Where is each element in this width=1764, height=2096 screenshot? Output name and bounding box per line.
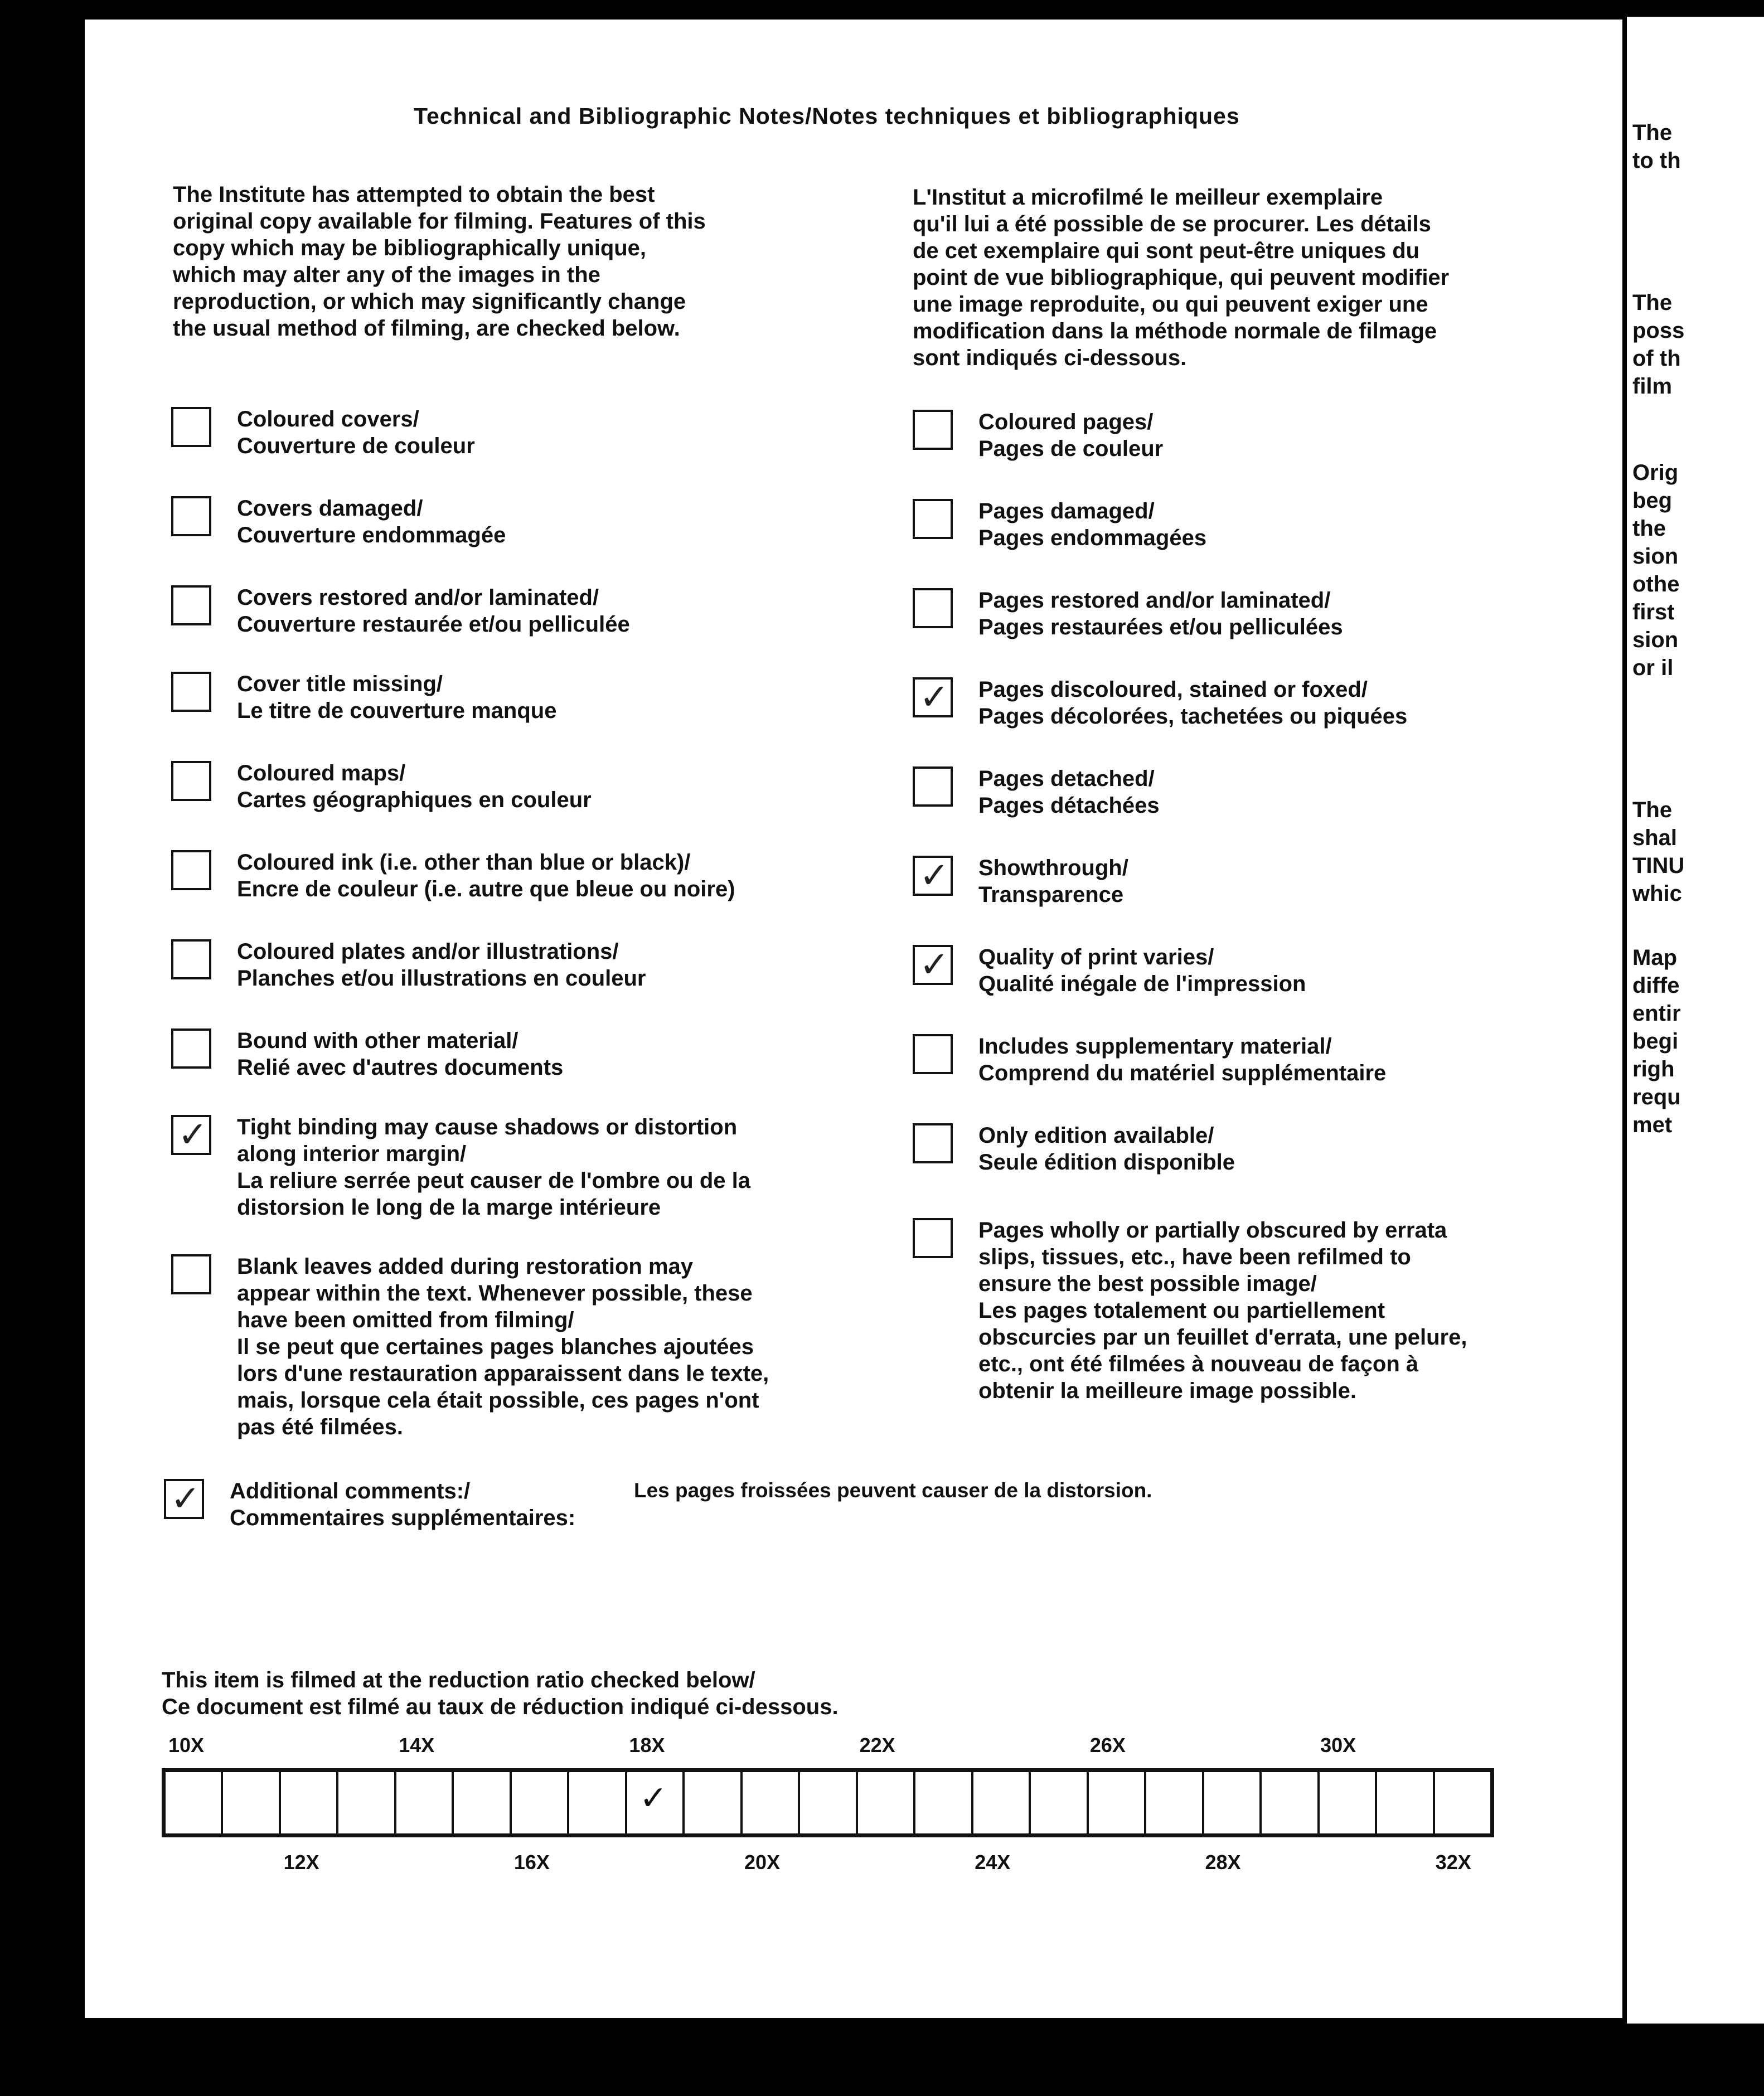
right-checklist-label xyxy=(978,855,1128,908)
adjacent-page-text: beg xyxy=(1632,488,1673,513)
right-checklist-label xyxy=(978,944,1306,997)
intro-en-line: which may alter any of the images in the xyxy=(173,263,600,287)
right-checklist-label xyxy=(978,1122,1235,1176)
checkbox[interactable] xyxy=(164,1479,204,1519)
adjacent-page-text: film xyxy=(1632,374,1673,399)
intro-fr-line: L'Institut a microfilmé le meilleur exemplaire xyxy=(913,185,1383,210)
left-checklist-label-line: pas été filmées. xyxy=(237,1415,403,1439)
right-checklist-label-line: Les pages totalement ou partiellement xyxy=(978,1298,1385,1323)
check-mark-icon: ✓ xyxy=(919,677,949,718)
page-title: Technical and Bibliographic Notes/Notes techniques et bibliographiques xyxy=(414,103,1240,129)
ratio-cell[interactable] xyxy=(800,1772,857,1833)
checkbox[interactable] xyxy=(171,1115,211,1155)
right-checklist-label xyxy=(978,409,1163,462)
left-checklist-label-line: Tight binding may cause shadows or distortion xyxy=(237,1115,738,1139)
checkbox[interactable] xyxy=(913,677,953,717)
intro-french xyxy=(913,184,1449,371)
ratio-tick-label: 10X xyxy=(168,1734,205,1757)
left-checklist-label xyxy=(237,1027,563,1081)
right-checklist-label-line: Coloured pages/ xyxy=(978,410,1154,434)
right-checklist-label-line: Pages discoloured, stained or foxed/ xyxy=(978,677,1368,702)
ratio-cell[interactable] xyxy=(973,1772,1031,1833)
ratio-tick-label: 14X xyxy=(399,1734,435,1757)
ratio-tick-label: 16X xyxy=(513,1851,550,1874)
adjacent-page-text: The xyxy=(1632,120,1673,145)
reduction-ratio-strip xyxy=(162,1768,1494,1837)
ratio-cell[interactable] xyxy=(1435,1772,1490,1833)
ratio-tick-label: 24X xyxy=(975,1851,1011,1874)
right-checklist-label-line: Pages endommagées xyxy=(978,526,1207,550)
intro-english xyxy=(173,181,706,342)
left-checklist-label xyxy=(237,849,735,903)
left-checklist-label-line: Cover title missing/ xyxy=(237,672,443,696)
adjacent-page-text: TINU xyxy=(1632,853,1685,878)
ratio-cell[interactable] xyxy=(454,1772,511,1833)
ratio-cell[interactable] xyxy=(1204,1772,1262,1833)
adjacent-page-text: or il xyxy=(1632,656,1674,680)
left-checklist-label-line: Covers damaged/ xyxy=(237,496,423,521)
right-checklist-label-line: Pages detached/ xyxy=(978,766,1155,791)
right-checklist-label-line: Pages wholly or partially obscured by errata xyxy=(978,1218,1447,1243)
intro-en-line: the usual method of filming, are checked below. xyxy=(173,316,680,341)
check-mark-icon: ✓ xyxy=(171,1478,201,1520)
checkbox[interactable] xyxy=(913,856,953,896)
ratio-tick-label: 26X xyxy=(1089,1734,1126,1757)
checkbox[interactable] xyxy=(171,939,211,979)
intro-fr-line: sont indiqués ci-dessous. xyxy=(913,346,1187,370)
ratio-cell[interactable] xyxy=(743,1772,800,1833)
adjacent-page-text: Map xyxy=(1632,945,1677,970)
left-checklist-label-line: lors d'une restauration apparaissent dans le texte, xyxy=(237,1361,769,1386)
right-checklist-label-line: Pages restored and/or laminated/ xyxy=(978,588,1331,613)
ratio-cell[interactable] xyxy=(396,1772,454,1833)
ratio-cell[interactable] xyxy=(1377,1772,1435,1833)
check-mark-icon: ✓ xyxy=(639,1779,668,1818)
right-checklist-label-line: Pages décolorées, tachetées ou piquées xyxy=(978,704,1408,729)
left-checklist-label-line: along interior margin/ xyxy=(237,1142,467,1166)
adjacent-page-text: requ xyxy=(1632,1085,1681,1109)
additional-comments-line: Additional comments:/ xyxy=(230,1479,471,1503)
left-checklist-label xyxy=(237,760,592,813)
right-checklist-label-line: Qualité inégale de l'impression xyxy=(978,972,1306,996)
right-checklist-label-line: obtenir la meilleure image possible. xyxy=(978,1379,1356,1403)
adjacent-page-text: sion xyxy=(1632,544,1679,569)
left-checklist-label-line: Il se peut que certaines pages blanches ajoutées xyxy=(237,1335,754,1359)
right-checklist-label-line: Showthrough/ xyxy=(978,856,1128,880)
ratio-cell[interactable] xyxy=(512,1772,569,1833)
left-checklist-label-line: Encre de couleur (i.e. autre que bleue ou noire) xyxy=(237,877,735,901)
ratio-cell[interactable] xyxy=(1089,1772,1146,1833)
left-checklist-label-line: Cartes géographiques en couleur xyxy=(237,788,592,812)
ratio-tick-label: 28X xyxy=(1205,1851,1241,1874)
ratio-cell[interactable] xyxy=(1320,1772,1377,1833)
left-checklist-label-line: mais, lorsque cela était possible, ces pages n'ont xyxy=(237,1388,759,1413)
ratio-cell[interactable] xyxy=(915,1772,973,1833)
right-checklist-label-line: obscurcies par un feuillet d'errata, une pelure, xyxy=(978,1325,1467,1350)
checkbox[interactable] xyxy=(913,410,953,450)
left-checklist-label xyxy=(237,1114,750,1221)
checkbox[interactable] xyxy=(171,1254,211,1294)
right-checklist-label xyxy=(978,587,1343,641)
ratio-cell[interactable] xyxy=(685,1772,742,1833)
checkbox[interactable] xyxy=(171,672,211,712)
checkbox[interactable] xyxy=(913,588,953,628)
ratio-tick-label: 32X xyxy=(1435,1851,1471,1874)
left-checklist-label-line: La reliure serrée peut causer de l'ombre ou de la xyxy=(237,1168,750,1193)
left-checklist-label-line: distorsion le long de la marge intérieure xyxy=(237,1195,661,1220)
right-checklist-label-line: Seule édition disponible xyxy=(978,1150,1235,1175)
adjacent-page-text: of th xyxy=(1632,346,1681,371)
left-checklist-label-line: Le titre de couverture manque xyxy=(237,698,557,723)
left-checklist-label-line: Coloured ink (i.e. other than blue or black)/ xyxy=(237,850,691,875)
adjacent-page-text: whic xyxy=(1632,881,1682,906)
left-checklist-label-line: Covers restored and/or laminated/ xyxy=(237,585,599,610)
left-checklist-label-line: Bound with other material/ xyxy=(237,1028,518,1053)
checkbox[interactable] xyxy=(171,1028,211,1069)
reduction-heading-fr: Ce document est filmé au taux de réduction indiqué ci-dessous. xyxy=(162,1695,839,1719)
right-checklist-label-line: Pages détachées xyxy=(978,793,1160,818)
right-checklist-label-line: Includes supplementary material/ xyxy=(978,1034,1332,1059)
adjacent-page-text: entir xyxy=(1632,1001,1681,1026)
intro-en-line: copy which may be bibliographically unique, xyxy=(173,236,647,260)
left-checklist-label-line: Planches et/ou illustrations en couleur xyxy=(237,966,646,991)
checkbox[interactable] xyxy=(913,1123,953,1163)
ratio-cell[interactable] xyxy=(1262,1772,1319,1833)
left-checklist-label-line: Coloured plates and/or illustrations/ xyxy=(237,939,619,964)
right-checklist-label-line: Only edition available/ xyxy=(978,1123,1214,1148)
right-checklist-label-line: Transparence xyxy=(978,882,1124,907)
adjacent-page-text: first xyxy=(1632,600,1675,624)
right-checklist-label-line: etc., ont été filmées à nouveau de façon à xyxy=(978,1352,1419,1376)
adjacent-page-text: met xyxy=(1632,1113,1673,1137)
right-checklist-label xyxy=(978,498,1206,551)
right-checklist-label-line: slips, tissues, etc., have been refilmed to xyxy=(978,1245,1411,1269)
right-checklist-label xyxy=(978,676,1407,730)
adjacent-page-text: righ xyxy=(1632,1057,1675,1081)
left-checklist-label-line: Couverture endommagée xyxy=(237,523,506,547)
checkbox[interactable] xyxy=(913,499,953,539)
intro-fr-line: qu'il lui a été possible de se procurer. Les détails xyxy=(913,212,1431,236)
right-checklist-label xyxy=(978,765,1160,819)
right-checklist-label-line: Pages de couleur xyxy=(978,436,1164,461)
left-checklist-label-line: Coloured covers/ xyxy=(237,407,419,431)
ratio-tick-label: 22X xyxy=(859,1734,895,1757)
left-checklist-label-line: Blank leaves added during restoration may xyxy=(237,1254,694,1279)
ratio-cell[interactable] xyxy=(223,1772,280,1833)
checkbox[interactable] xyxy=(171,407,211,447)
intro-fr-line: de cet exemplaire qui sont peut-être uniques du xyxy=(913,239,1420,263)
adjacent-page-text: Orig xyxy=(1632,460,1679,485)
adjacent-page-text: sion xyxy=(1632,628,1679,652)
check-mark-icon: ✓ xyxy=(919,855,949,896)
right-checklist-label-line: Pages restaurées et/ou pelliculées xyxy=(978,615,1343,639)
left-checklist-label xyxy=(237,495,506,549)
comment-text: Les pages froissées peuvent causer de la distorsion. xyxy=(634,1479,1152,1502)
adjacent-page-fragment xyxy=(1627,17,1764,2024)
ratio-cell[interactable] xyxy=(627,1772,685,1833)
ratio-cell[interactable] xyxy=(1031,1772,1088,1833)
left-checklist-label xyxy=(237,406,475,459)
adjacent-page-text: The xyxy=(1632,798,1673,822)
ratio-tick-label: 12X xyxy=(283,1851,319,1874)
left-checklist-label-line: Couverture de couleur xyxy=(237,434,475,458)
intro-en-line: The Institute has attempted to obtain the best xyxy=(173,182,655,207)
check-mark-icon: ✓ xyxy=(178,1114,208,1156)
right-checklist-label-line: ensure the best possible image/ xyxy=(978,1272,1317,1296)
ratio-tick-label: 30X xyxy=(1320,1734,1356,1757)
adjacent-page-text: shal xyxy=(1632,826,1678,850)
checkbox[interactable] xyxy=(171,496,211,536)
intro-fr-line: une image reproduite, ou qui peuvent exiger une xyxy=(913,292,1428,317)
ratio-cell[interactable] xyxy=(858,1772,915,1833)
left-checklist-label-line: Coloured maps/ xyxy=(237,761,406,785)
reduction-heading xyxy=(162,1667,839,1720)
ratio-cell[interactable] xyxy=(569,1772,627,1833)
left-checklist-label-line: Couverture restaurée et/ou pelliculée xyxy=(237,612,630,637)
left-checklist-label xyxy=(237,671,556,724)
adjacent-page-text: begi xyxy=(1632,1029,1679,1054)
right-checklist-label-line: Quality of print varies/ xyxy=(978,945,1214,969)
left-checklist-label xyxy=(237,938,646,992)
left-checklist-label xyxy=(237,1253,769,1440)
intro-fr-line: point de vue bibliographique, qui peuvent modifier xyxy=(913,265,1450,290)
adjacent-page-text: othe xyxy=(1632,572,1680,596)
adjacent-page-text: diffe xyxy=(1632,973,1680,998)
ratio-tick-label: 18X xyxy=(629,1734,665,1757)
intro-fr-line: modification dans la méthode normale de filmage xyxy=(913,319,1437,343)
checkbox[interactable] xyxy=(913,945,953,985)
right-checklist-label-line: Comprend du matériel supplémentaire xyxy=(978,1061,1387,1085)
checkbox[interactable] xyxy=(913,766,953,807)
adjacent-page-text: to th xyxy=(1632,148,1681,173)
ratio-tick-label: 20X xyxy=(744,1851,781,1874)
reduction-heading-en: This item is filmed at the reduction ratio checked below/ xyxy=(162,1668,755,1692)
left-checklist-label-line: Relié avec d'autres documents xyxy=(237,1055,564,1080)
additional-comments-line: Commentaires supplémentaires: xyxy=(230,1506,576,1530)
checkbox[interactable] xyxy=(171,585,211,625)
ratio-cell[interactable] xyxy=(166,1772,223,1833)
intro-en-line: original copy available for filming. Features of this xyxy=(173,209,706,234)
check-mark-icon: ✓ xyxy=(919,944,949,986)
checkbox[interactable] xyxy=(171,850,211,890)
ratio-cell[interactable] xyxy=(1146,1772,1204,1833)
checkbox[interactable] xyxy=(913,1034,953,1074)
left-checklist-label-line: appear within the text. Whenever possible, these xyxy=(237,1281,753,1306)
checkbox[interactable] xyxy=(171,761,211,801)
adjacent-page-text: poss xyxy=(1632,318,1685,343)
ratio-cell[interactable] xyxy=(338,1772,396,1833)
right-checklist-label-line: Pages damaged/ xyxy=(978,499,1155,523)
additional-comments-label xyxy=(230,1478,575,1531)
adjacent-page-text: The xyxy=(1632,290,1673,315)
left-checklist-label xyxy=(237,584,630,638)
ratio-cell[interactable] xyxy=(281,1772,338,1833)
right-checklist-label xyxy=(978,1217,1467,1404)
right-checklist-label xyxy=(978,1033,1386,1086)
filming-notes-sheet xyxy=(85,20,1622,2018)
checkbox[interactable] xyxy=(913,1218,953,1258)
adjacent-page-text: the xyxy=(1632,516,1666,541)
left-checklist-label-line: have been omitted from filming/ xyxy=(237,1308,574,1332)
intro-en-line: reproduction, or which may significantly change xyxy=(173,289,686,314)
